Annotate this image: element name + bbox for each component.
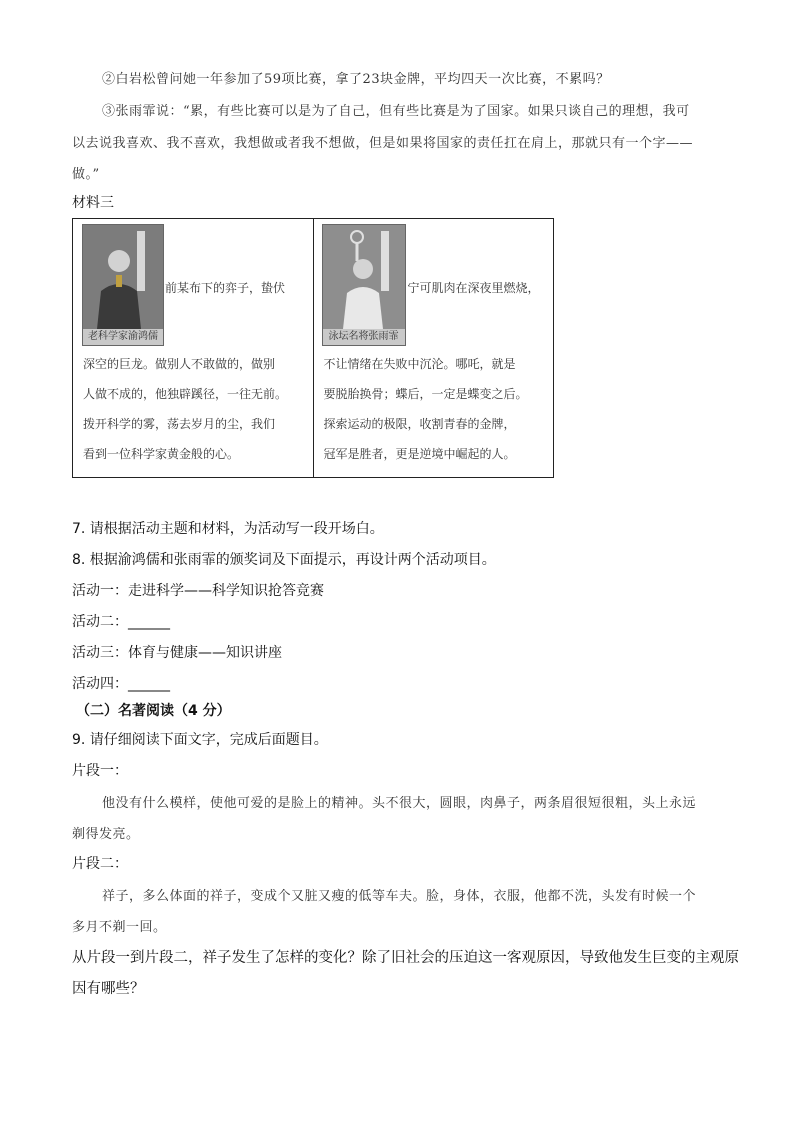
question-9-prompt: 从片段一到片段二，祥子发生了怎样的变化？除了旧社会的压迫这一客观原因，导致他发生巨变的主观原 [72,950,739,966]
photo-caption-swimmer: 泳坛名将张雨霏 [323,329,405,345]
passage-line-q2: ②白岩松曾问她一年参加了59项比赛，拿了23块金牌，平均四天一次比赛，不累吗？ [102,72,610,87]
left-text-line: 深空的巨龙。做别人不敢做的，做别 [83,357,276,371]
fragment-2-line: 祥子，多么体面的祥子，变成个又脏又瘦的低等车夫。脸，身体，衣服，他都不洗，头发有时候一个 [102,889,697,904]
left-text-line: 拨开科学的雾，荡去岁月的尘，我们 [83,417,276,431]
material-cell-left [73,219,314,478]
left-text-beside: 前某布下的弈子，蛰伏 [165,281,286,295]
activity-2: 活动二：______ [72,614,170,630]
activity-3: 活动三：体育与健康——知识讲座 [72,645,282,661]
photo-swimmer [322,224,406,346]
question-8: 8. 根据渝鸿儒和张雨霏的颁奖词及下面提示，再设计两个活动项目。 [72,552,496,568]
fragment-1-label: 片段一： [72,763,128,779]
section-heading: （二）名著阅读（4 分） [76,703,231,719]
material3-table [72,218,554,478]
right-text-line: 冠军是胜者，更是逆境中崛起的人。 [323,447,516,461]
right-text-line: 探索运动的极限，收割青春的金牌， [323,417,516,431]
material-cell-right [313,219,554,478]
photo-caption-scientist: 老科学家渝鸿儒 [83,329,163,345]
passage-line-q3-1: ③张雨霏说：“累，有些比赛可以是为了自己，但有些比赛是为了国家。如果只谈自己的理想，我可 [102,104,690,119]
left-text-line: 人做不成的，他独辟蹊径，一往无前。 [83,387,288,401]
right-text-beside: 宁可肌肉在深夜里燃烧， [407,281,540,295]
right-text-line: 要脱胎换骨；蝶后，一定是蝶变之后。 [323,387,528,401]
activity-4: 活动四：______ [72,676,170,692]
material3-label: 材料三 [72,195,114,211]
activity-1: 活动一：走进科学——科学知识抢答竞赛 [72,583,324,599]
fragment-1-line: 他没有什么模样，使他可爱的是脸上的精神。头不很大，圆眼，肉鼻子，两条眉很短很粗，头上永远 [102,796,697,811]
passage-line-q3-3: 做。” [72,167,100,182]
right-text-line: 不让情绪在失败中沉沦。哪吒，就是 [323,357,516,371]
fragment-2-label: 片段二： [72,856,128,872]
fragment-2-line: 多月不剃一回。 [72,920,167,935]
question-7: 7. 请根据活动主题和材料，为活动写一段开场白。 [72,521,384,537]
passage-line-q3-2: 以去说我喜欢、我不喜欢，我想做或者我不想做，但是如果将国家的责任扛在肩上，那就只有一个字—— [72,136,694,151]
photo-scientist [82,224,164,346]
left-text-line: 看到一位科学家黄金般的心。 [83,447,240,461]
fragment-1-line: 剃得发亮。 [72,827,140,842]
question-9-prompt-cont: 因有哪些？ [72,981,145,997]
question-9: 9. 请仔细阅读下面文字，完成后面题目。 [72,732,328,748]
